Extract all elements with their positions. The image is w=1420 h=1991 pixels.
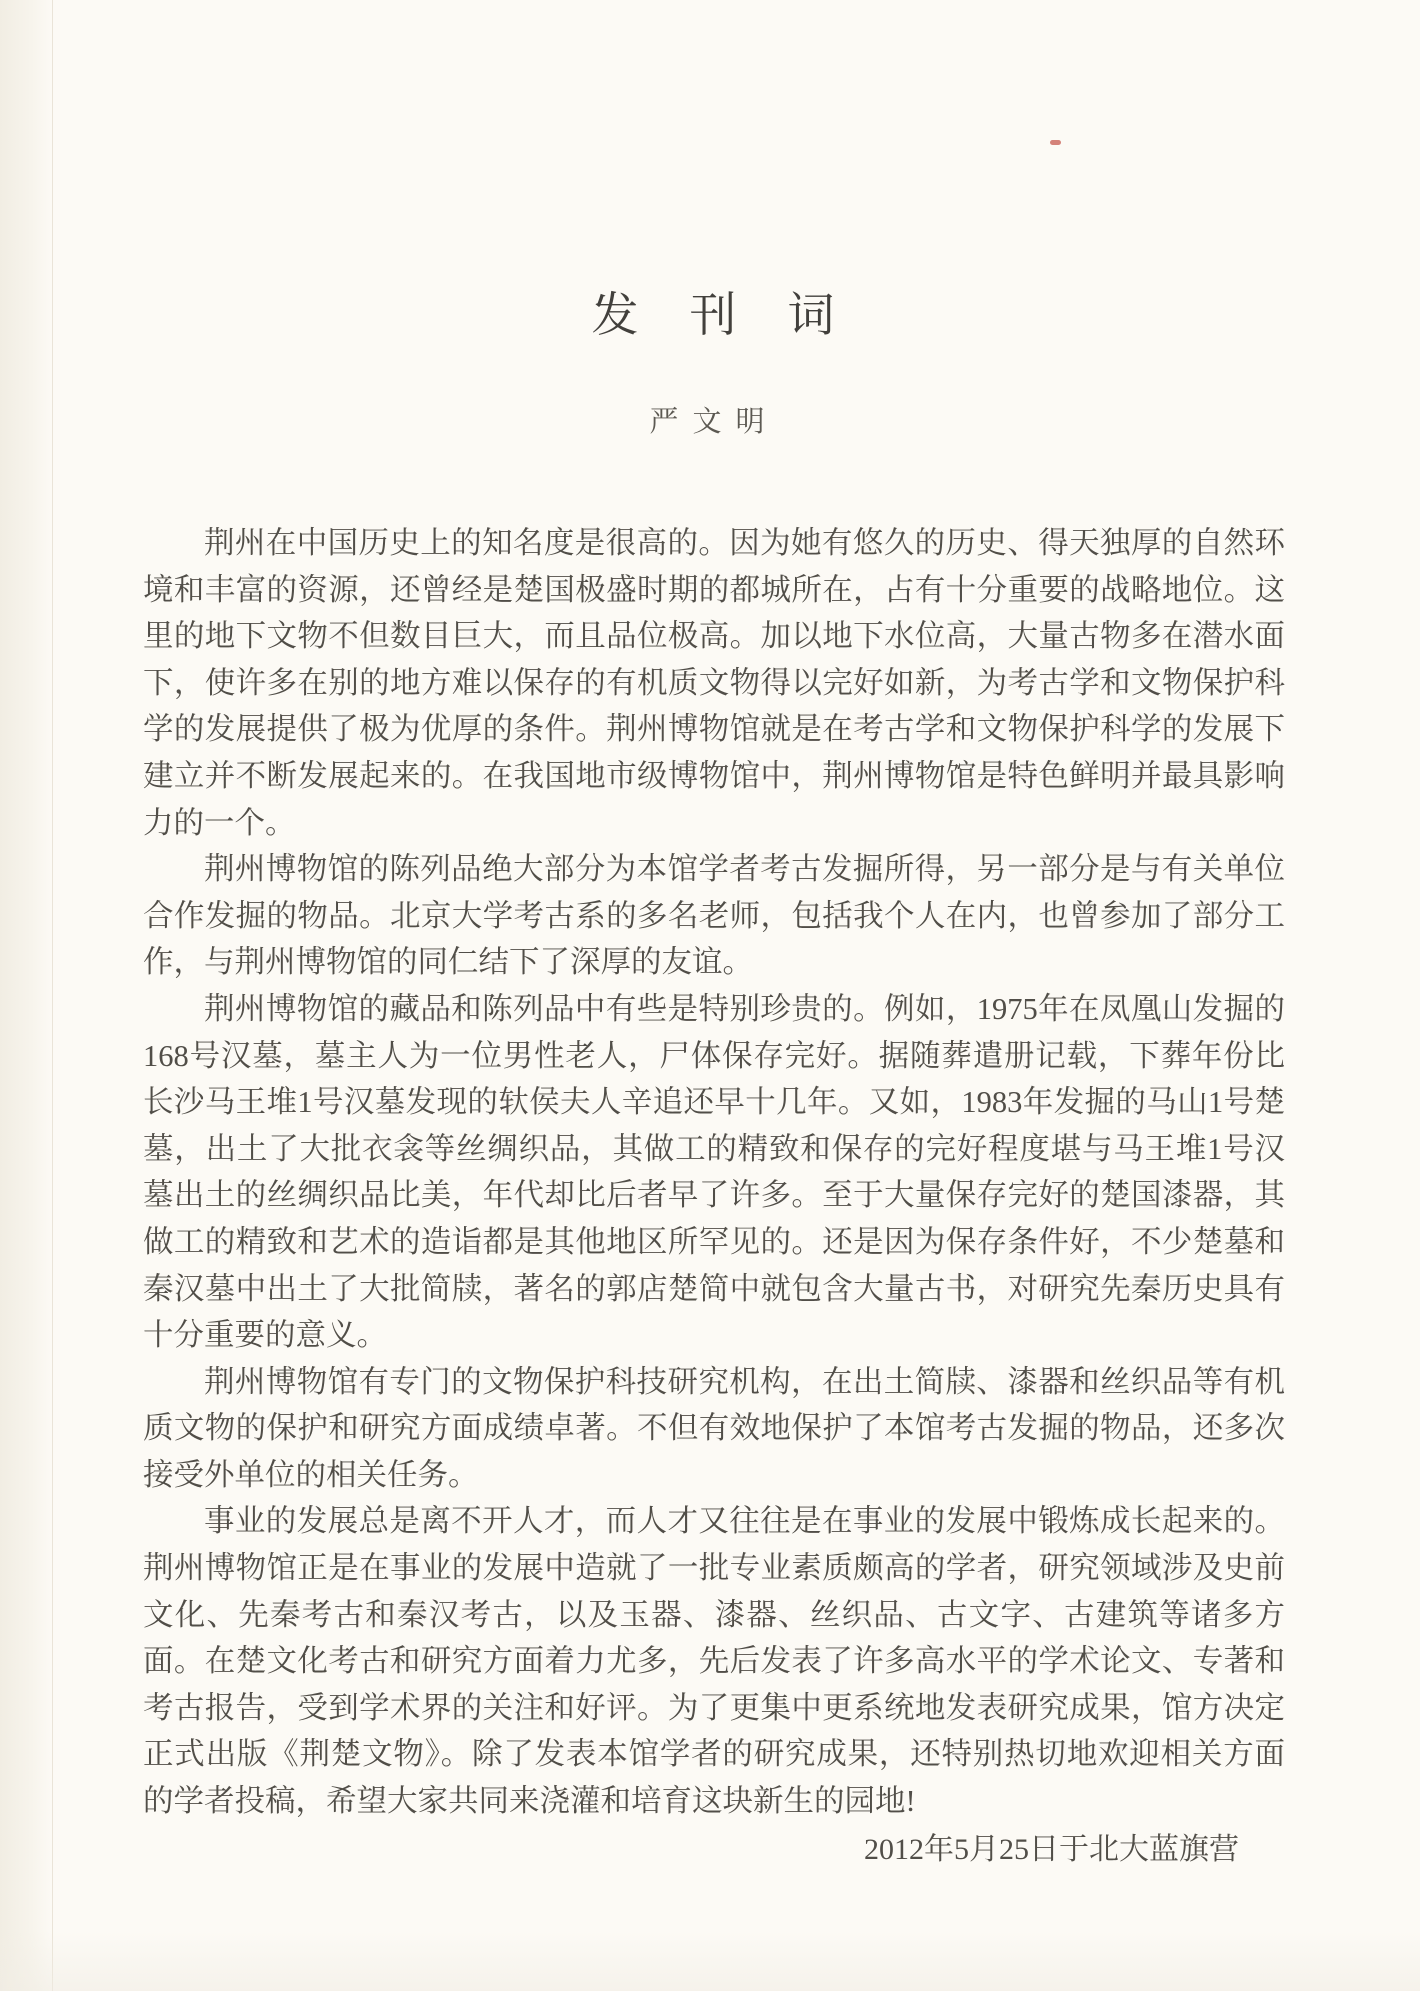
dateline: 2012年5月25日于北大蓝旗营: [864, 1833, 1239, 1866]
paragraph-2: 荆州博物馆的陈列品绝大部分为本馆学者考古发掘所得，另一部分是与有关单位合作发掘的物品。北京大学考古系的多名老师，包括我个人在内，也曾参加了部分工作，与荆州博物馆的同仁结下了深厚的友谊。: [143, 852, 1285, 980]
page-binding-edge: [0, 0, 53, 1991]
paragraph-1: 荆州在中国历史上的知名度是很高的。因为她有悠久的历史、得天独厚的自然环境和丰富的资源，还曾经是楚国极盛时期的都城所在，占有十分重要的战略地位。这里的地下文物不但数目巨大，而且品位极高。加以地下水位高，大量古物多在潜水面下，使许多在别的地方难以保存的有机质文物得以完好如新，为考古学和文物保护科学的发展提供了极为优厚的条件。荆州博物馆就是在考古学和文物保护科学的发展下建立并不断发展起来的。在我国地市级博物馆中，荆州博物馆是特色鲜明并最具影响力的一个。: [143, 526, 1285, 840]
page-bottom-shadow: [0, 1931, 1420, 1991]
paragraph-5: 事业的发展总是离不开人才，而人才又往往是在事业的发展中锻炼成长起来的。荆州博物馆正是在事业的发展中造就了一批专业素质颇高的学者，研究领域涉及史前文化、先秦考古和秦汉考古，以及玉器、漆器、丝织品、古文字、古建筑等诸多方面。在楚文化考古和研究方面着力尤多，先后发表了许多高水平的学术论文、专著和考古报告，受到学术界的关注和好评。为了更集中更系统地发表研究成果，馆方决定正式出版《荆楚文物》。除了发表本馆学者的研究成果，还特别热切地欢迎相关方面的学者投稿，希望大家共同来浇灌和培育这块新生的园地!: [143, 1504, 1285, 1819]
article-body: [143, 520, 1285, 1825]
paragraph-3: 荆州博物馆的藏品和陈列品中有些是特别珍贵的。例如，1975年在凤凰山发掘的168号汉墓，墓主人为一位男性老人，尸体保存完好。据随葬遣册记载，下葬年份比长沙马王堆1号汉墓发现的轪侯夫人辛追还早十几年。又如，1983年发掘的马山1号楚墓，出土了大批衣衾等丝绸织品，其做工的精致和保存的完好程度堪与马王堆1号汉墓出土的丝绸织品比美，年代却比后者早了许多。至于大量保存完好的楚国漆器，其做工的精致和艺术的造诣都是其他地区所罕见的。还是因为保存条件好，不少楚墓和秦汉墓中出土了大批简牍，著名的郭店楚简中就包含大量古书，对研究先秦历史具有十分重要的意义。: [143, 991, 1285, 1353]
page-title: 发 刊 词: [591, 290, 837, 342]
author-name: 严文明: [649, 406, 779, 438]
red-ink-speck: [1050, 140, 1061, 145]
paragraph-4: 荆州博物馆有专门的文物保护科技研究机构，在出土简牍、漆器和丝织品等有机质文物的保护和研究方面成绩卓著。不但有效地保护了本馆考古发掘的物品，还多次接受外单位的相关任务。: [143, 1364, 1285, 1492]
